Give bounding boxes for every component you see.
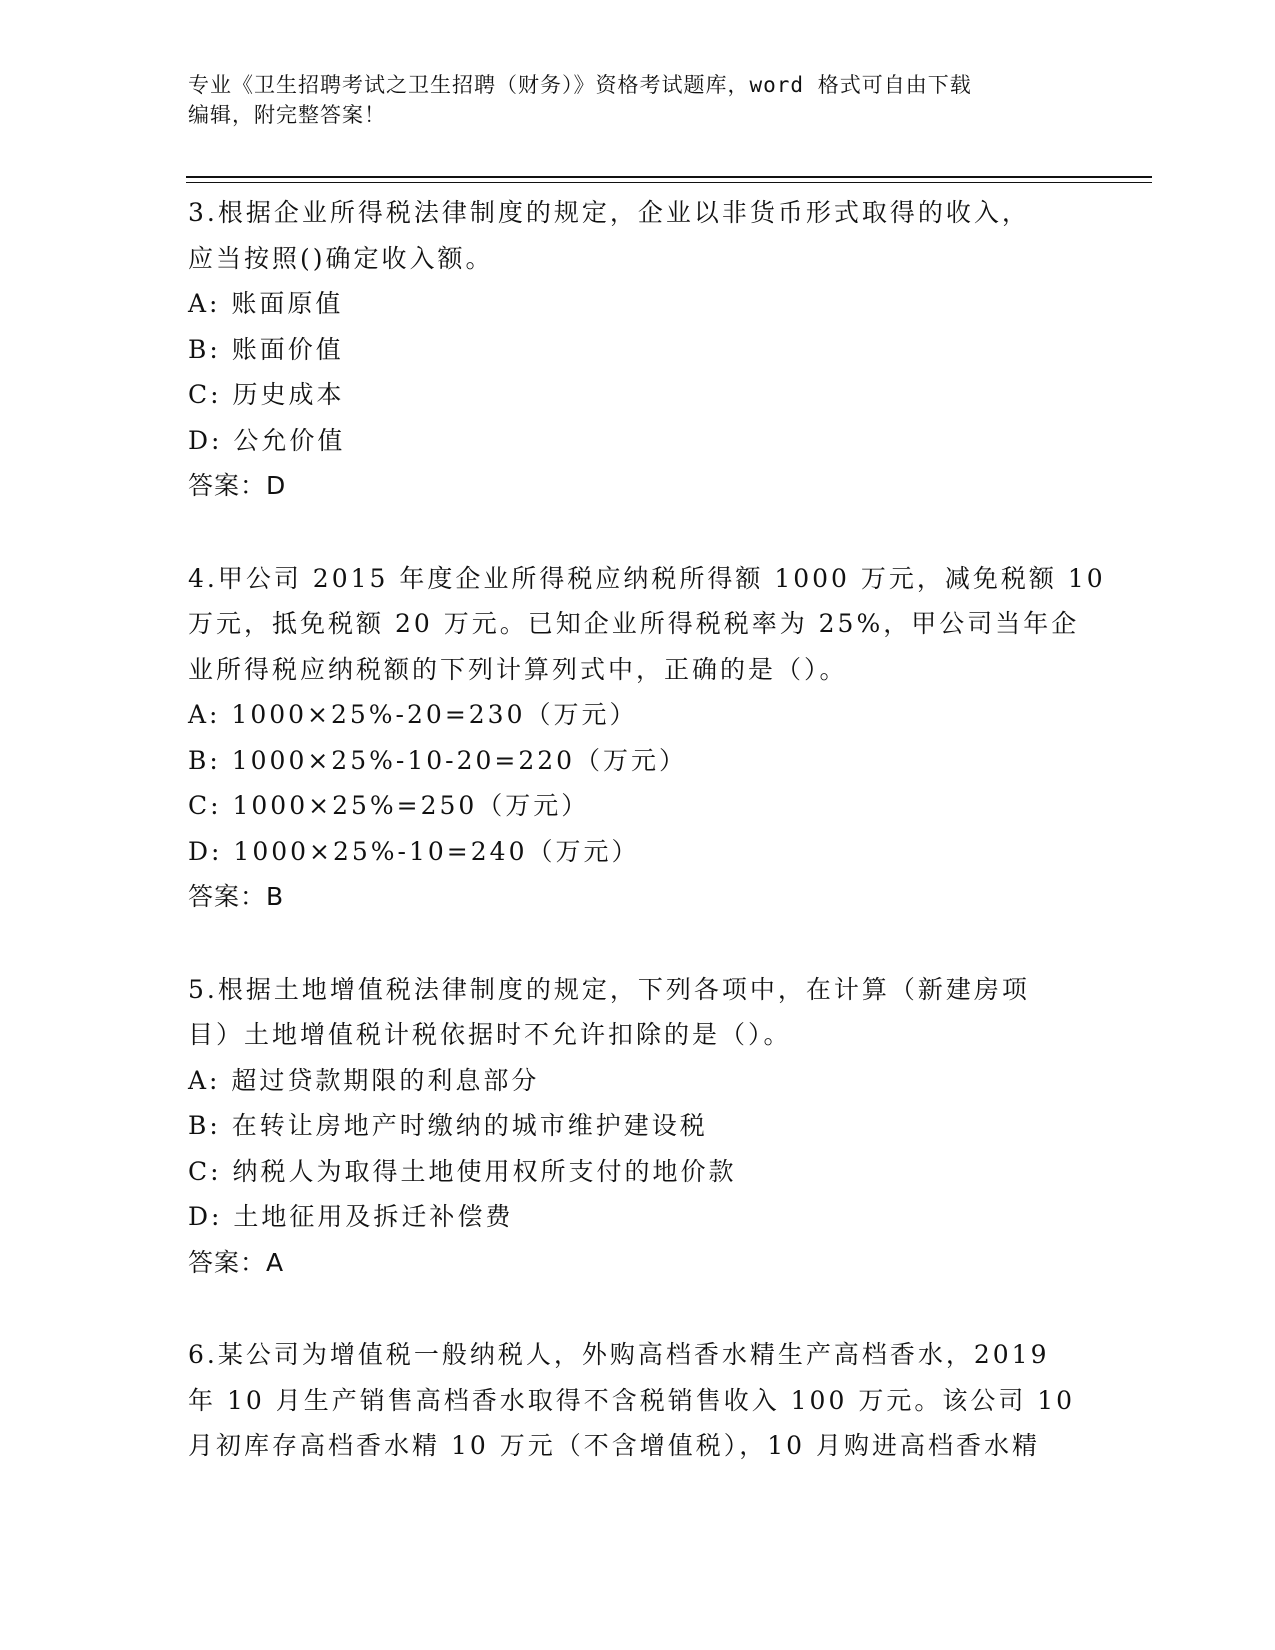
header-rule-thin [186,182,1152,183]
answer: 答案：B [188,882,285,911]
question-4 [188,556,1106,920]
question-text: 年 10 月生产销售高档香水取得不含税销售收入 100 万元。该公司 10 [188,1385,1076,1415]
option-b: B: 账面价值 [188,334,344,364]
option-c: C: 纳税人为取得土地使用权所支付的地价款 [188,1156,737,1186]
option-b: B: 1000×25%-10-20=220（万元） [188,745,688,775]
header-line: 专业《卫生招聘考试之卫生招聘（财务）》资格考试题库，word 格式可自由下载 [188,73,972,97]
answer: 答案：D [188,471,287,500]
header-line: 编辑，附完整答案！ [188,103,386,127]
question-5 [188,967,1088,1286]
header-rule-thick [186,176,1152,178]
question-text: 应当按照()确定收入额。 [188,243,494,273]
option-a: A: 账面原值 [188,289,344,318]
option-c: C: 1000×25%=250（万元） [188,791,590,820]
answer: 答案：A [188,1247,285,1277]
question-text: 4.甲公司 2015 年度企业所得税应纳税所得额 1000 万元，减免税额 10 [188,563,1106,593]
question-text: 3.根据企业所得税法律制度的规定，企业以非货币形式取得的收入， [188,198,1030,227]
question-list [188,190,1106,1516]
option-b: B: 在转让房地产时缴纳的城市维护建设税 [188,1111,708,1140]
document-header [188,70,1088,130]
question-text: 万元，抵免税额 20 万元。已知企业所得税税率为 25%，甲公司当年企 [188,609,1080,638]
question-text: 目）土地增值税计税依据时不允许扣除的是（）。 [188,1020,792,1049]
question-text: 6.某公司为增值税一般纳税人，外购高档香水精生产高档香水，2019 [188,1340,1050,1369]
option-d: D: 土地征用及拆迁补偿费 [188,1202,514,1231]
question-text: 业所得税应纳税额的下列计算列式中，正确的是（）。 [188,654,848,684]
option-d: D: 公允价值 [188,425,346,455]
option-a: A: 超过贷款期限的利息部分 [188,1065,540,1095]
question-text: 5.根据土地增值税法律制度的规定，下列各项中，在计算（新建房项 [188,974,1030,1004]
question-3 [188,190,1088,509]
question-6 [188,1332,1088,1469]
option-c: C: 历史成本 [188,380,345,409]
option-d: D: 1000×25%-10=240（万元） [188,836,640,866]
question-text: 月初库存高档香水精 10 万元（不含增值税），10 月购进高档香水精 [188,1431,1040,1460]
option-a: A: 1000×25%-20=230（万元） [188,700,638,729]
